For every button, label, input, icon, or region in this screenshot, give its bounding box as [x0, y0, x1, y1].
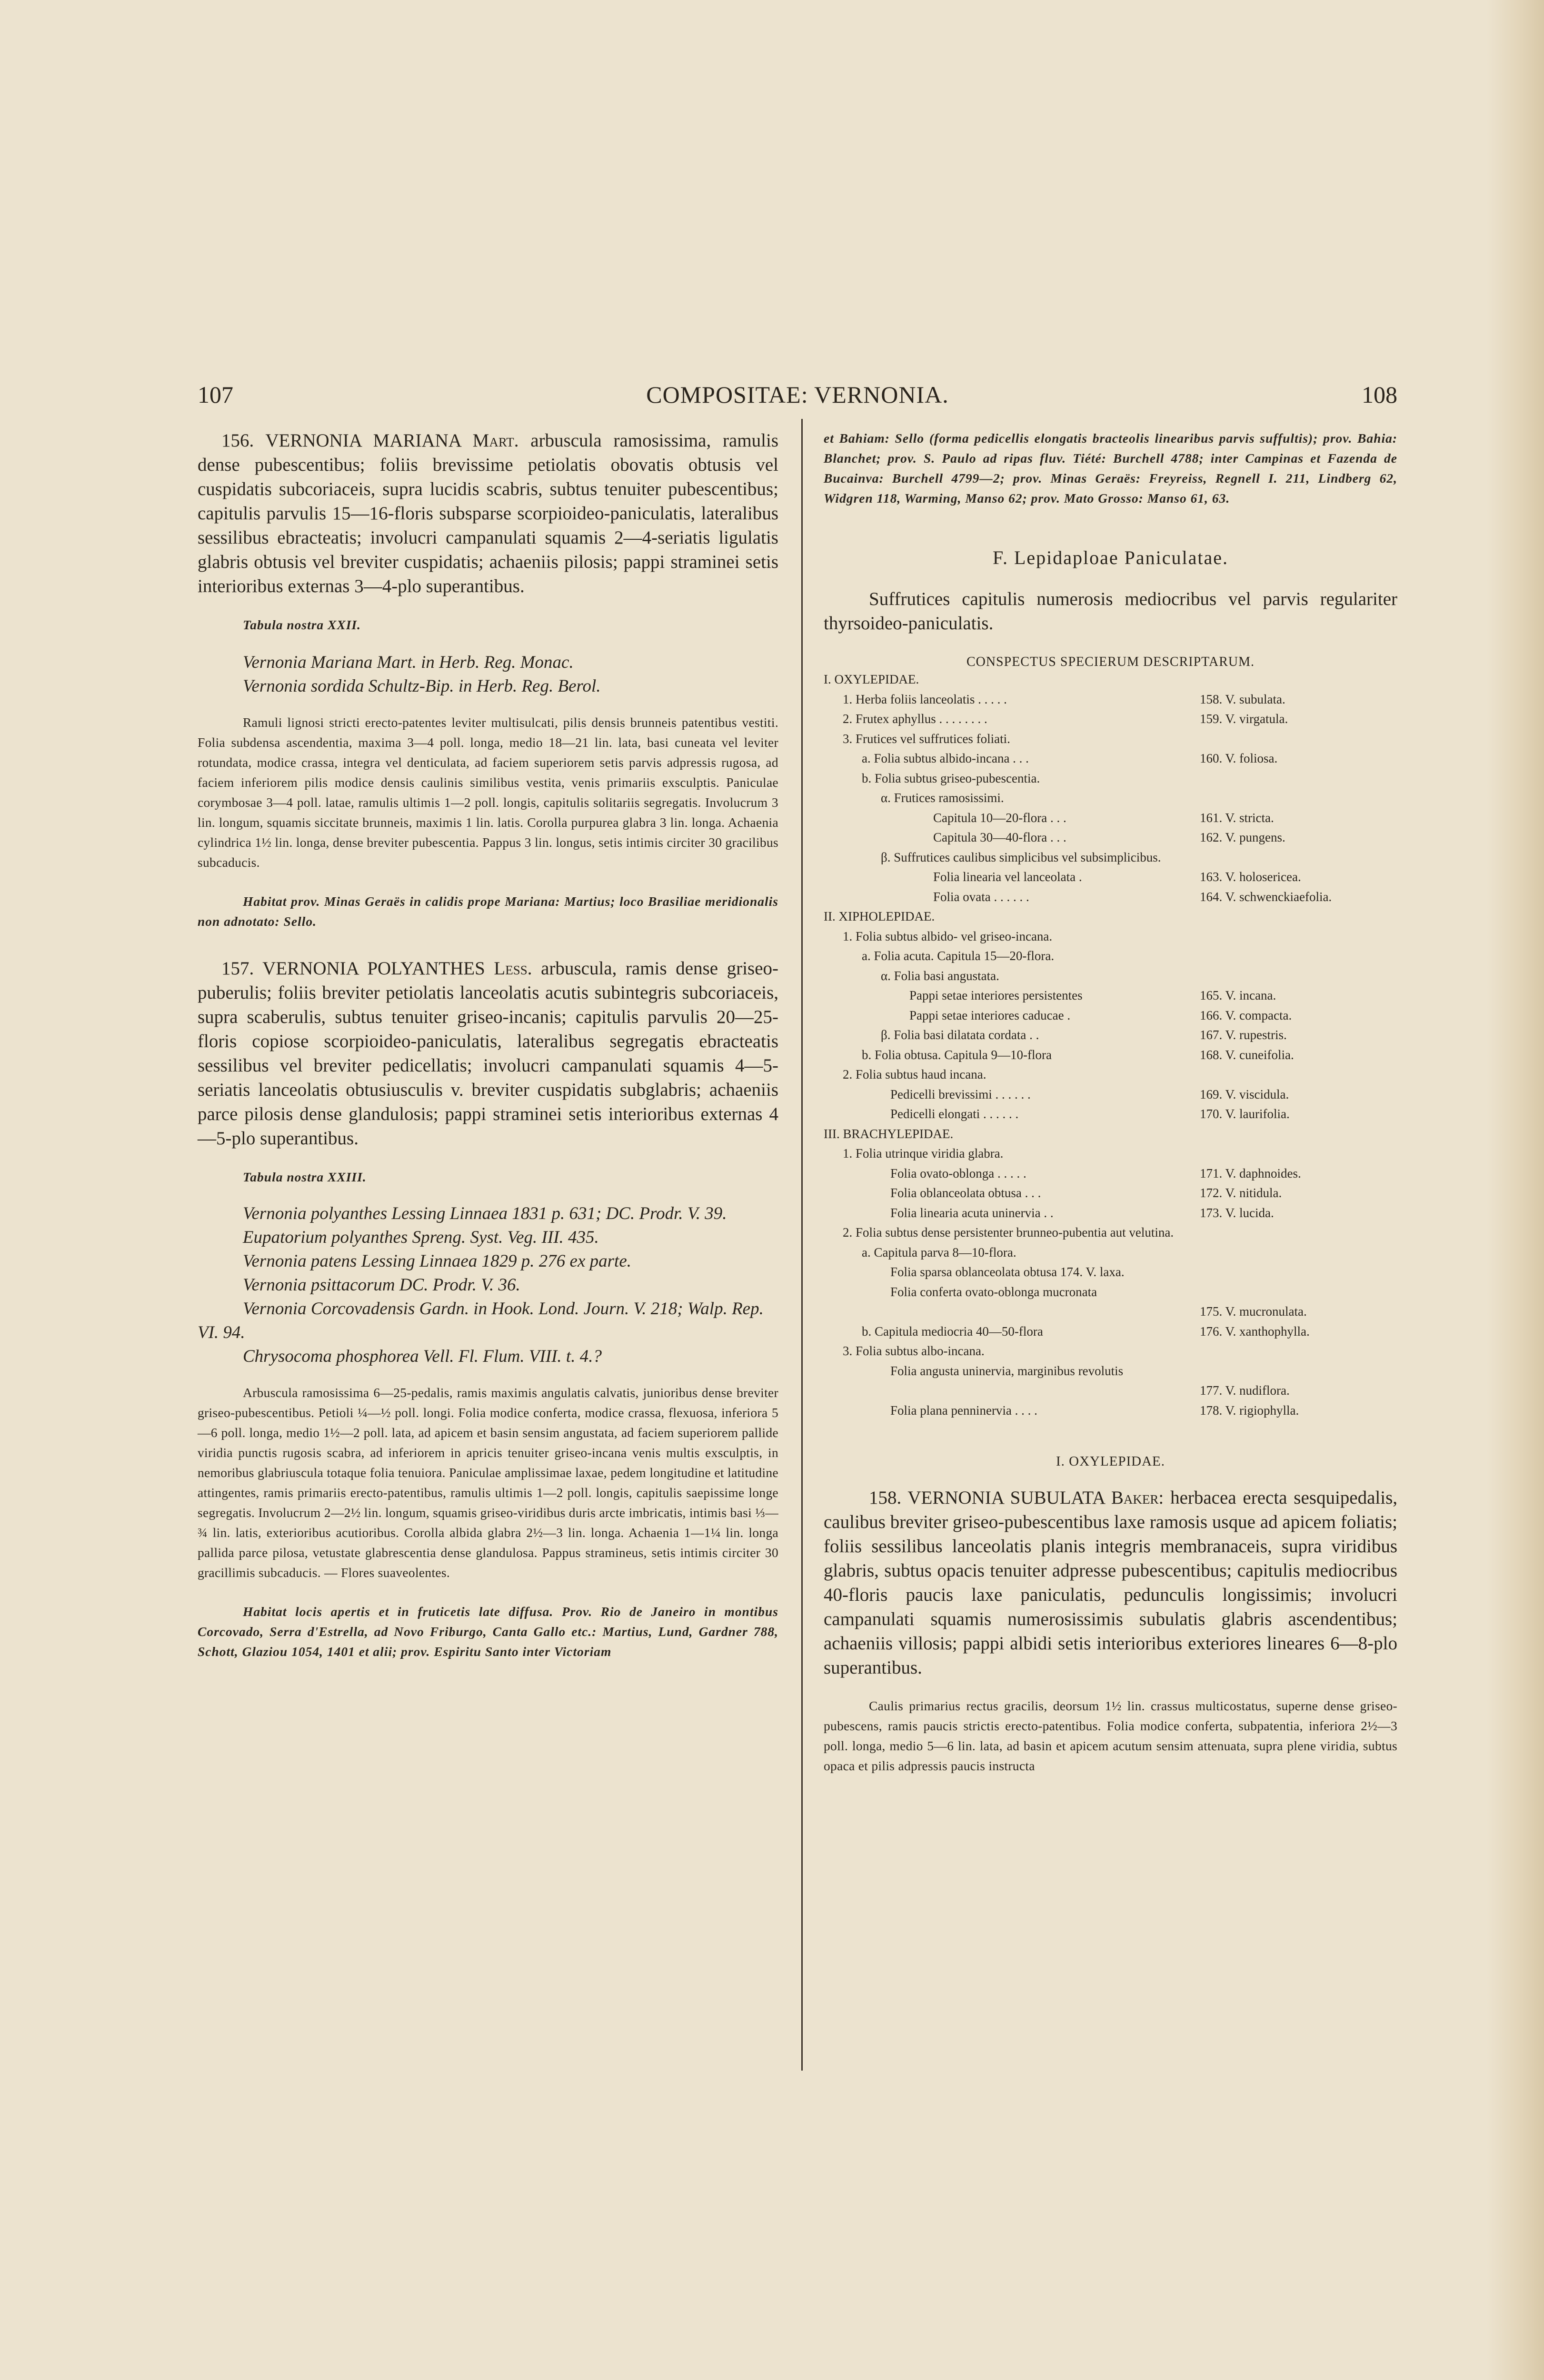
key-line-species-ref: 177. V. nudiflora. [1200, 1383, 1290, 1398]
key-line-species-ref: 160. V. foliosa. [1200, 751, 1278, 765]
key-line-text: β. Folia basi dilatata cordata . . [881, 1028, 1039, 1042]
key-line [824, 1381, 1397, 1401]
key-line-text: 1. Folia subtus albido- vel griseo-incana. [843, 929, 1053, 943]
key-line-text: I. OXYLEPIDAE. [824, 672, 919, 686]
key-line-species-ref: 167. V. rupestris. [1200, 1028, 1287, 1042]
running-header [198, 381, 1397, 419]
key-line-text: β. Suffrutices caulibus simplicibus vel subsimplicibus. [881, 850, 1161, 864]
page-number-right: 108 [1362, 381, 1397, 408]
key-line-text: a. Folia acuta. Capitula 15—20-flora. [862, 949, 1055, 963]
species-156-heading: 156. VERNONIA MARIANA [221, 430, 461, 451]
synonym: Chrysocoma phosphorea Vell. Fl. Flum. VIII. t. 4.? [243, 1347, 602, 1366]
key-line [824, 1282, 1397, 1302]
key-line-text: a. Folia subtus albido-incana . . . [862, 751, 1029, 765]
species-156-habitat: Habitat prov. Minas Geraës in calidis prope Mariana: Martius; loco Brasiliae meridionalis non adnotato: Sello. [198, 894, 778, 929]
key-line-text: 2. Folia subtus haud incana. [843, 1067, 986, 1081]
key-line [824, 1322, 1397, 1342]
key-line-text: 2. Folia subtus dense persistenter brunneo-pubentia aut velutina. [843, 1225, 1174, 1240]
species-156-description: Ramuli lignosi stricti erecto-patentes leviter multisulcati, pilis densis brunneis patentibus vestiti. Folia subdensa ascendentia, maxima 3—4 poll. longa, medio 18—21 lin. lata, basi cuneata vel leviter rotundata, modice crassa, integra vel denticulata, ad faciem superiorem setis parvis adpressis rugosa, ad faciem inferiorem pilis modice densis caulinis similibus vestita, venis primariis exsculptis. Paniculae corymbosae 3—4 poll. latae, ramulis ultimis 1—2 poll. longis, capitulis solitariis segregatis. Involucrum 3 lin. longum, squamis siccitate brunneis, maximis 1 lin. latis. Corolla purpurea glabra 3 lin. longa. Achaenia cylindrica 1½ lin. longa, dense breviter pubescentia. Pappus 3 lin. longus, setis intimis circiter 30 gracilibus subcaducis. [198, 715, 778, 870]
key-line [824, 1341, 1397, 1361]
key-line-text: Folia linearia vel lanceolata . [933, 870, 1082, 884]
key-line [824, 907, 1397, 927]
species-157-author: Less. [494, 958, 532, 979]
key-line [824, 1401, 1397, 1421]
species-157-habitat: Habitat locis apertis et in fruticetis late diffusa. Prov. Rio de Janeiro in montibus Corcovado, Serra d'Estrella, ad Novo Friburgo, Canta Gallo etc.: Martius, Lund, Gardner 788, Schott, Glaziou 1054, 1401 et alii; prov. Espiritu Santo inter Victoriam [198, 1604, 778, 1659]
key-line [824, 1006, 1397, 1026]
synonym: Vernonia polyanthes Lessing Linnaea 1831 p. 631; DC. Prodr. V. 39. [243, 1204, 727, 1223]
key-line-text: Capitula 10—20-flora . . . [933, 810, 1066, 825]
key-line-species-ref: 161. V. stricta. [1200, 810, 1274, 825]
key-line [824, 1183, 1397, 1203]
key-line-species-ref: 176. V. xanthophylla. [1200, 1324, 1310, 1339]
key-line [824, 1045, 1397, 1065]
section-title: F. Lepidaploae Paniculatae. [992, 547, 1229, 568]
key-line [824, 1164, 1397, 1184]
key-line [824, 927, 1397, 947]
species-156-plate: Tabula nostra XXII. [243, 617, 361, 632]
key-line-species-ref: 171. V. daphnoides. [1200, 1166, 1301, 1180]
synonym: Vernonia Mariana Mart. in Herb. Reg. Monac. [243, 653, 574, 672]
key-line-text: Pedicelli brevissimi . . . . . . [890, 1087, 1031, 1101]
key-line-text: Folia angusta uninervia, marginibus revolutis [890, 1363, 1124, 1378]
key-line-species-ref: 162. V. pungens. [1200, 830, 1285, 844]
species-158-diagnosis [824, 1486, 1397, 1680]
key-line [824, 749, 1397, 769]
synonym: Vernonia sordida Schultz-Bip. in Herb. Reg. Berol. [243, 676, 601, 696]
key-line [824, 1223, 1397, 1243]
key-line-species-ref: 164. V. schwenckiaefolia. [1200, 889, 1332, 904]
species-156-author: Mart. [472, 430, 519, 451]
key-line [824, 1124, 1397, 1144]
key-line-text: Folia linearia acuta uninervia . . [890, 1205, 1054, 1220]
subsection-title: I. OXYLEPIDAE. [1056, 1454, 1165, 1469]
key-line-text: Folia sparsa oblanceolata obtusa 174. V. laxa. [890, 1265, 1125, 1279]
key-line [824, 986, 1397, 1006]
page-edge [1487, 0, 1544, 2380]
key-line-species-ref: 175. V. mucronulata. [1200, 1304, 1307, 1319]
key-line-species-ref: 158. V. subulata. [1200, 692, 1285, 706]
key-line [824, 1361, 1397, 1381]
key-line [824, 690, 1397, 710]
key-line-species-ref: 159. V. virgatula. [1200, 712, 1288, 726]
species-157-description: Arbuscula ramosissima 6—25-pedalis, ramis maximis angulatis calvatis, junioribus dense breviter griseo-pubescentibus. Petioli ¼—½ poll. longi. Folia modice conferta, modice crassa, flexuosa, inferiora 5—6 poll. longa, medio 1½—2 poll. lata, ad apicem et basin sensim angustata, ad faciem superiorem pallide viridia punctis rugosis scabra, ad inferiorem in apricis tenuiter griseo-incana venis multis exsculptis, in nemoribus glabriuscula totaque folia tenuiora. Paniculae amplissimae laxae, pedem longitudine et latitudine attingentes, ramis primariis erecto-patentibus, ramulis ultimis 1—2 poll. longis, capitulis saepissime longe segregatis. Involucrum 2—2½ lin. longum, squamis griseo-viridibus duris arcte imbricatis, intimis basi ⅓—¾ lin. latis, exterioribus acutioribus. Corolla albida glabra 2½—3 lin. longa. Achaenia 1—1¼ lin. longa pallida parce pilosa, vetustate glabrescentia dense glandulosa. Pappus stramineus, setis intimis circiter 30 gracillimis subcaducis. — Flores suaveolentes. [198, 1385, 778, 1580]
key-line-species-ref: 163. V. holosericea. [1200, 870, 1301, 884]
key-line-species-ref: 173. V. lucida. [1200, 1205, 1274, 1220]
key-line-species-ref: 168. V. cuneifolia. [1200, 1047, 1294, 1062]
species-157-heading: 157. VERNONIA POLYANTHES [221, 958, 485, 979]
key-line-text: III. BRACHYLEPIDAE. [824, 1126, 954, 1141]
key-line-text: 1. Folia utrinque viridia glabra. [843, 1146, 1004, 1160]
species-156-synonyms [198, 651, 778, 698]
species-158-description: Caulis primarius rectus gracilis, deorsum 1½ lin. crassus multicostatus, superne dense griseo-pubescens, ramis paucis strictis erecto-patentibus. Folia modice conferta, subpatentia, inferiora 2½—3 poll. longa, medio 5—6 lin. lata, ad basin et apicem acutum sensim attenuata, supra plene viridia, subtus opaca et pilis adpressis paucis instructa [824, 1698, 1397, 1773]
species-158-text: herbacea erecta sesquipedalis, caulibus breviter griseo-pubescentibus laxe ramosis usque ad apicem foliatis; foliis sessilibus lanceolatis planis integris membranaceis, supra viridibus glabris, subtus opacis tenuiter adpresse pubescentibus; capitulis mediocribus 40-floris paucis laxe paniculatis, pedunculis longissimis; involucri campanulati squamis numerosissimis subulatis glabris ascendentibus; achaeniis villosis; pappi albidi setis interioribus exteriores lineares 6—8-plo superantibus. [824, 1488, 1398, 1678]
key-line-text: a. Capitula parva 8—10-flora. [862, 1245, 1016, 1259]
key-line [824, 729, 1397, 749]
key-line-text: α. Frutices ramosissimi. [881, 791, 1004, 805]
species-157-plate: Tabula nostra XXIII. [243, 1170, 367, 1184]
key-line-species-ref: 166. V. compacta. [1200, 1008, 1292, 1022]
key-line [824, 887, 1397, 907]
key-line [824, 1025, 1397, 1045]
key-line-text: α. Folia basi angustata. [881, 968, 999, 983]
key-line [824, 1203, 1397, 1223]
key-line-text: Pappi setae interiores persistentes [909, 988, 1083, 1002]
key-line-text: Folia oblanceolata obtusa . . . [890, 1186, 1041, 1200]
species-156-diagnosis [198, 428, 778, 598]
key-line-text: Capitula 30—40-flora . . . [933, 830, 1066, 844]
key-line [824, 769, 1397, 789]
key-line-text: 1. Herba foliis lanceolatis . . . . . [843, 692, 1007, 706]
key-line-text: Folia plana penninervia . . . . [890, 1403, 1037, 1418]
key-line-species-ref: 172. V. nitidula. [1200, 1186, 1282, 1200]
key-line [824, 808, 1397, 828]
species-156-text: arbuscula ramosissima, ramulis dense pubescentibus; foliis brevissime petiolatis obovatis obtusis vel cuspidatis subcoriaceis, supra lucidis scabris, subtus tenuiter pubescentibus; capitulis parvulis 15—16-floris subsparse scorpioideo-paniculatis, lateralibus sessilibus ebracteatis; involucri campanulati squamis 2—4-seriatis ligulatis glabris obtusis vel breviter cuspidatis; achaeniis pilosis; pappi straminei setis interioribus externas 3—4-plo superantibus. [198, 430, 779, 596]
synonym: Vernonia Corcovadensis Gardn. in Hook. Lond. Journ. V. 218; Walp. Rep. VI. 94. [198, 1299, 764, 1342]
key-line-text: Folia ovato-oblonga . . . . . [890, 1166, 1026, 1180]
key-line-text: b. Folia obtusa. Capitula 9—10-flora [862, 1047, 1052, 1062]
species-158-author: Baker: [1111, 1488, 1164, 1508]
synonym: Vernonia psittacorum DC. Prodr. V. 36. [243, 1275, 520, 1295]
left-column [198, 428, 778, 1662]
key-line-text: 2. Frutex aphyllus . . . . . . . . [843, 712, 987, 726]
key-line [824, 788, 1397, 808]
key-line [824, 848, 1397, 868]
species-key [824, 670, 1397, 1420]
key-line-text: Folia conferta ovato-oblonga mucronata [890, 1284, 1097, 1299]
key-line-text: 3. Frutices vel suffrutices foliati. [843, 731, 1010, 746]
page-number-left: 107 [198, 381, 233, 408]
species-157-text: arbuscula, ramis dense griseo-puberulis; foliis breviter petiolatis lanceolatis acutis subintegris subcoriaceis, supra scaberulis, subtus tenuiter griseo-incanis; capitulis parvulis 20—25-floris copiose scorpioideo-paniculatis, lateralibus segregatis ebracteatis sessilibus vel breviter pedicellatis; involucri campanulati squamis 4—5-seriatis lanceolatis obtusiusculis v. breviter cuspidatis subglabris; achaeniis parce pilosis dense glandulosis; pappi straminei setis interioribus externas 4—5-plo superantibus. [198, 958, 778, 1149]
key-line [824, 1302, 1397, 1322]
key-line-species-ref: 169. V. viscidula. [1200, 1087, 1289, 1101]
key-line [824, 946, 1397, 966]
key-line-text: b. Capitula mediocria 40—50-flora [862, 1324, 1043, 1339]
conspectus-title: CONSPECTUS SPECIERUM DESCRIPTARUM. [966, 654, 1255, 669]
synonym: Vernonia patens Lessing Linnaea 1829 p. 276 ex parte. [243, 1251, 632, 1271]
key-line [824, 828, 1397, 848]
species-158-heading: 158. VERNONIA SUBULATA [869, 1488, 1105, 1508]
key-line [824, 1085, 1397, 1105]
key-line [824, 867, 1397, 887]
right-column [824, 428, 1397, 1776]
key-line [824, 1104, 1397, 1124]
key-line-text: Folia ovata . . . . . . [933, 889, 1029, 904]
key-line-text: b. Folia subtus griseo-pubescentia. [862, 771, 1040, 785]
key-line [824, 1144, 1397, 1164]
key-line [824, 1243, 1397, 1263]
key-line [824, 966, 1397, 986]
key-line [824, 709, 1397, 729]
species-157-synonyms [198, 1202, 778, 1368]
column-divider [801, 419, 803, 2071]
key-line [824, 1065, 1397, 1085]
key-line-text: Pappi setae interiores caducae . [909, 1008, 1071, 1022]
key-line-species-ref: 178. V. rigiophylla. [1200, 1403, 1299, 1418]
key-line [824, 1262, 1397, 1282]
key-line-text: 3. Folia subtus albo-incana. [843, 1344, 985, 1358]
species-157-habitat-continued: et Bahiam: Sello (forma pedicellis elongatis bracteolis linearibus parvis suffultis); prov. Bahia: Blanchet; prov. S. Paulo ad ripas fluv. Tiété: Burchell 4788; inter Campinas et Fazenda de Bucainva: Burchell 4799—2; prov. Minas Geraës: Freyreiss, Regnell I. 211, Lindberg 62, Widgren 118, Warming, Manso 62; prov. Mato Grosso: Manso 61, 63. [824, 431, 1397, 506]
species-157-diagnosis [198, 956, 778, 1150]
key-line-species-ref: 170. V. laurifolia. [1200, 1107, 1290, 1121]
key-line-text: Pedicelli elongati . . . . . . [890, 1107, 1019, 1121]
key-line-text: II. XIPHOLEPIDAE. [824, 909, 935, 923]
section-description: Suffrutices capitulis numerosis mediocribus vel parvis regulariter thyrsoideo-paniculatis. [824, 589, 1397, 634]
synonym: Eupatorium polyanthes Spreng. Syst. Veg. III. 435. [243, 1228, 599, 1247]
key-line [824, 670, 1397, 690]
key-line-species-ref: 165. V. incana. [1200, 988, 1276, 1002]
running-title: COMPOSITAE: VERNONIA. [646, 381, 949, 408]
